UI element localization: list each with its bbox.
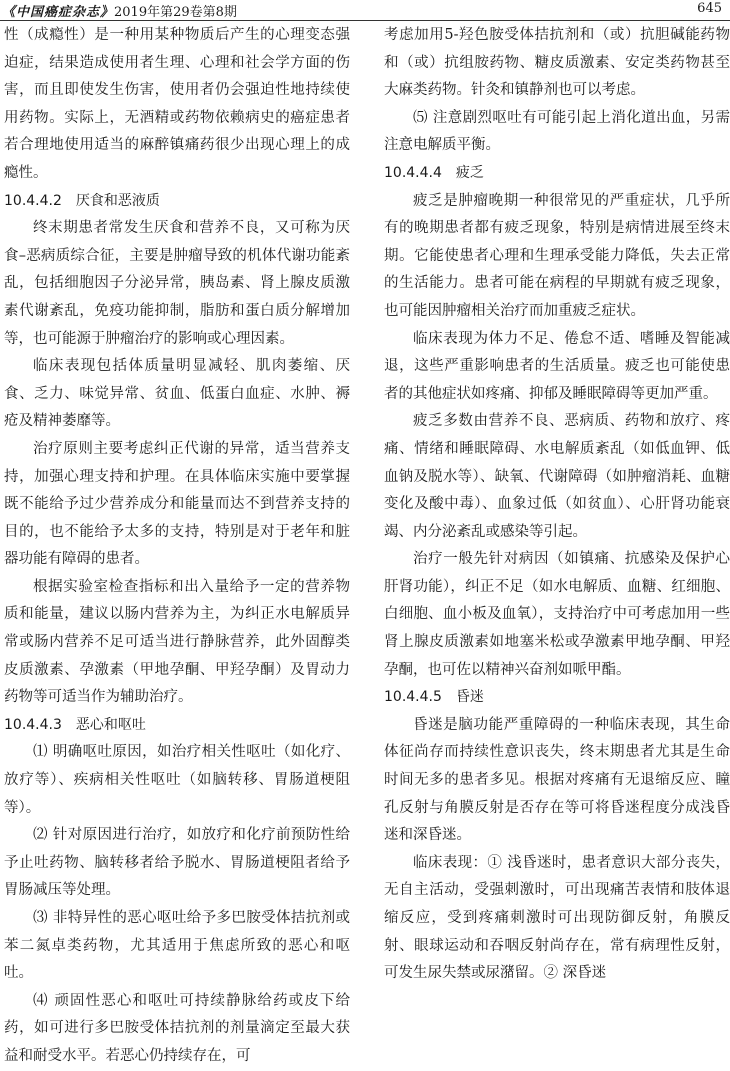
running-header [0,0,730,21]
left-column [4,22,350,1071]
section-heading-nausea: 10.4.4.3 恶心和呕吐 [4,716,146,733]
paragraph-fatigue-definition: 疲乏是肿瘤晚期一种很常见的严重症状，几乎所有的晚期患者都有疲乏现象，特别是病情进展至终末期。它能使患者心理和生理承受能力降低，失去正常的生活能力。患者可能在病程的早期就有疲乏现象，也可能因肿瘤相关治疗而加重疲乏症状。 [384,192,730,319]
section-heading-coma: 10.4.4.5 昏迷 [384,689,484,706]
paragraph-anorexia-treatment: 治疗原则主要考虑纠正代谢的异常，适当营养支持，加强心理支持和护理。在具体临床实施中要掌握既不能给予过少营养成分和能量而达不到营养支持的目的，也不能给予太多的支持，特别是对于老年和脏器功能有障碍的患者。 [4,440,350,568]
paragraph-anorexia-symptoms: 临床表现包括体质量明显减轻、肌肉萎缩、厌食、乏力、味觉异常、贫血、低蛋白血症、水肿、褥疮及精神萎靡等。 [4,358,350,430]
paragraph-nutrition-support: 根据实验室检查指标和出入量给予一定的营养物质和能量，建议以肠内营养为主，为纠正水电解质异常或肠内营养不足可适当进行静脉营养，此外固醇类皮质激素、孕激素（甲地孕酮、甲羟孕酮）及胃动力药物等可适当作为辅助治疗。 [4,578,350,706]
paragraph-addiction-end: 性（成瘾性）是一种用某种物质后产生的心理变态强迫症，结果造成使用者生理、心理和社会学方面的伤害，而且即使发生伤害，使用者仍会强迫性地持续使用药物。实际上，无酒精或药物依赖病史的癌症患者若合理地使用适当的麻醉镇痛药很少出现心理上的成瘾性。 [4,27,350,181]
page-number: 645 [697,1,722,16]
section-heading-fatigue: 10.4.4.4 疲乏 [384,164,484,181]
journal-citation [2,1,237,20]
paragraph-coma-symptoms: 临床表现：① 浅昏迷时，患者意识大部分丧失，无自主活动，受强刺激时，可出现痛苦表情和肢体退缩反应，受到疼痛刺激时可出现防御反射，角膜反射、眼球运动和吞咽反射尚存在，常有病理性反射，可发生尿失禁或尿潴留。② 深昏迷 [384,854,730,982]
paragraph-fatigue-symptoms: 临床表现为体力不足、倦怠不适、嗜睡及智能减退，这些严重影响患者的生活质量。疲乏也可能使患者的其他症状如疼痛、抑郁及睡眠障碍等更加严重。 [384,330,730,402]
paragraph-nausea-continued: 考虑加用5-羟色胺受体拮抗剂和（或）抗胆碱能药物和（或）抗组胺药物、糖皮质激素、安定类药物甚至大麻类药物。针灸和镇静剂也可以考虑。 [384,27,730,99]
paragraph-fatigue-causes: 疲乏多数由营养不良、恶病质、药物和放疗、疼痛、情绪和睡眠障碍、水电解质紊乱（如低血钾、低血钠及脱水等）、缺氧、代谢障碍（如肿瘤消耗、血糖变化及酸中毒）、血象过低（如贫血）、心肝肾功能衰竭、内分泌紊乱或感染等引起。 [384,413,730,540]
journal-title: 《中国癌症杂志》 [2,5,115,20]
list-item-nausea-1: ⑴ 明确呕吐原因，如治疗相关性呕吐（如化疗、放疗等）、疾病相关性呕吐（如脑转移、胃肠道梗阻等）。 [4,744,350,816]
issue-info: 2019年第29卷第8期 [114,5,237,20]
paragraph-coma-definition: 昏迷是脑功能严重障碍的一种临床表现，其生命体征尚存而持续性意识丧失，终末期患者尤其是生命时间无多的患者多见。根据对疼痛有无退缩反应、瞳孔反射与角膜反射是否存在等可将昏迷程度分成浅昏迷和深昏迷。 [384,716,730,844]
section-heading-anorexia: 10.4.4.2 厌食和恶液质 [4,192,160,209]
list-item-nausea-2: ⑵ 针对原因进行治疗，如放疗和化疗前预防性给予止吐药物、脑转移者给予脱水、胃肠道梗阻者给予胃肠减压等处理。 [4,827,350,899]
list-item-nausea-4: ⑷ 顽固性恶心和呕吐可持续静脉给药或皮下给药，如可进行多巴胺受体拮抗剂的剂量滴定至最大获益和耐受水平。若恶心仍持续存在，可 [4,992,350,1064]
paragraph-fatigue-treatment: 治疗一般先针对病因（如镇痛、抗感染及保护心肝肾功能），纠正不足（如水电解质、血糖、红细胞、白细胞、血小板及血氧），支持治疗中可考虑加用一些肾上腺皮质激素如地塞米松或孕激素甲地孕酮、甲羟孕酮，也可佐以精神兴奋剂如哌甲酯。 [384,551,730,678]
list-item-nausea-5: ⑸ 注意剧烈呕吐有可能引起上消化道出血，另需注意电解质平衡。 [384,109,730,154]
right-column [384,22,730,988]
list-item-nausea-3: ⑶ 非特异性的恶心呕吐给予多巴胺受体拮抗剂或苯二氮卓类药物，尤其适用于焦虑所致的恶心和呕吐。 [4,910,350,982]
paragraph-anorexia-definition: 终末期患者常发生厌食和营养不良，又可称为厌食–恶病质综合征，主要是肿瘤导致的机体代谢功能紊乱，包括细胞因子分泌异常，胰岛素、肾上腺皮质激素代谢紊乱，免疫功能抑制，脂肪和蛋白质分解增加等，也可能源于肿瘤治疗的影响或心理因素。 [4,220,350,347]
